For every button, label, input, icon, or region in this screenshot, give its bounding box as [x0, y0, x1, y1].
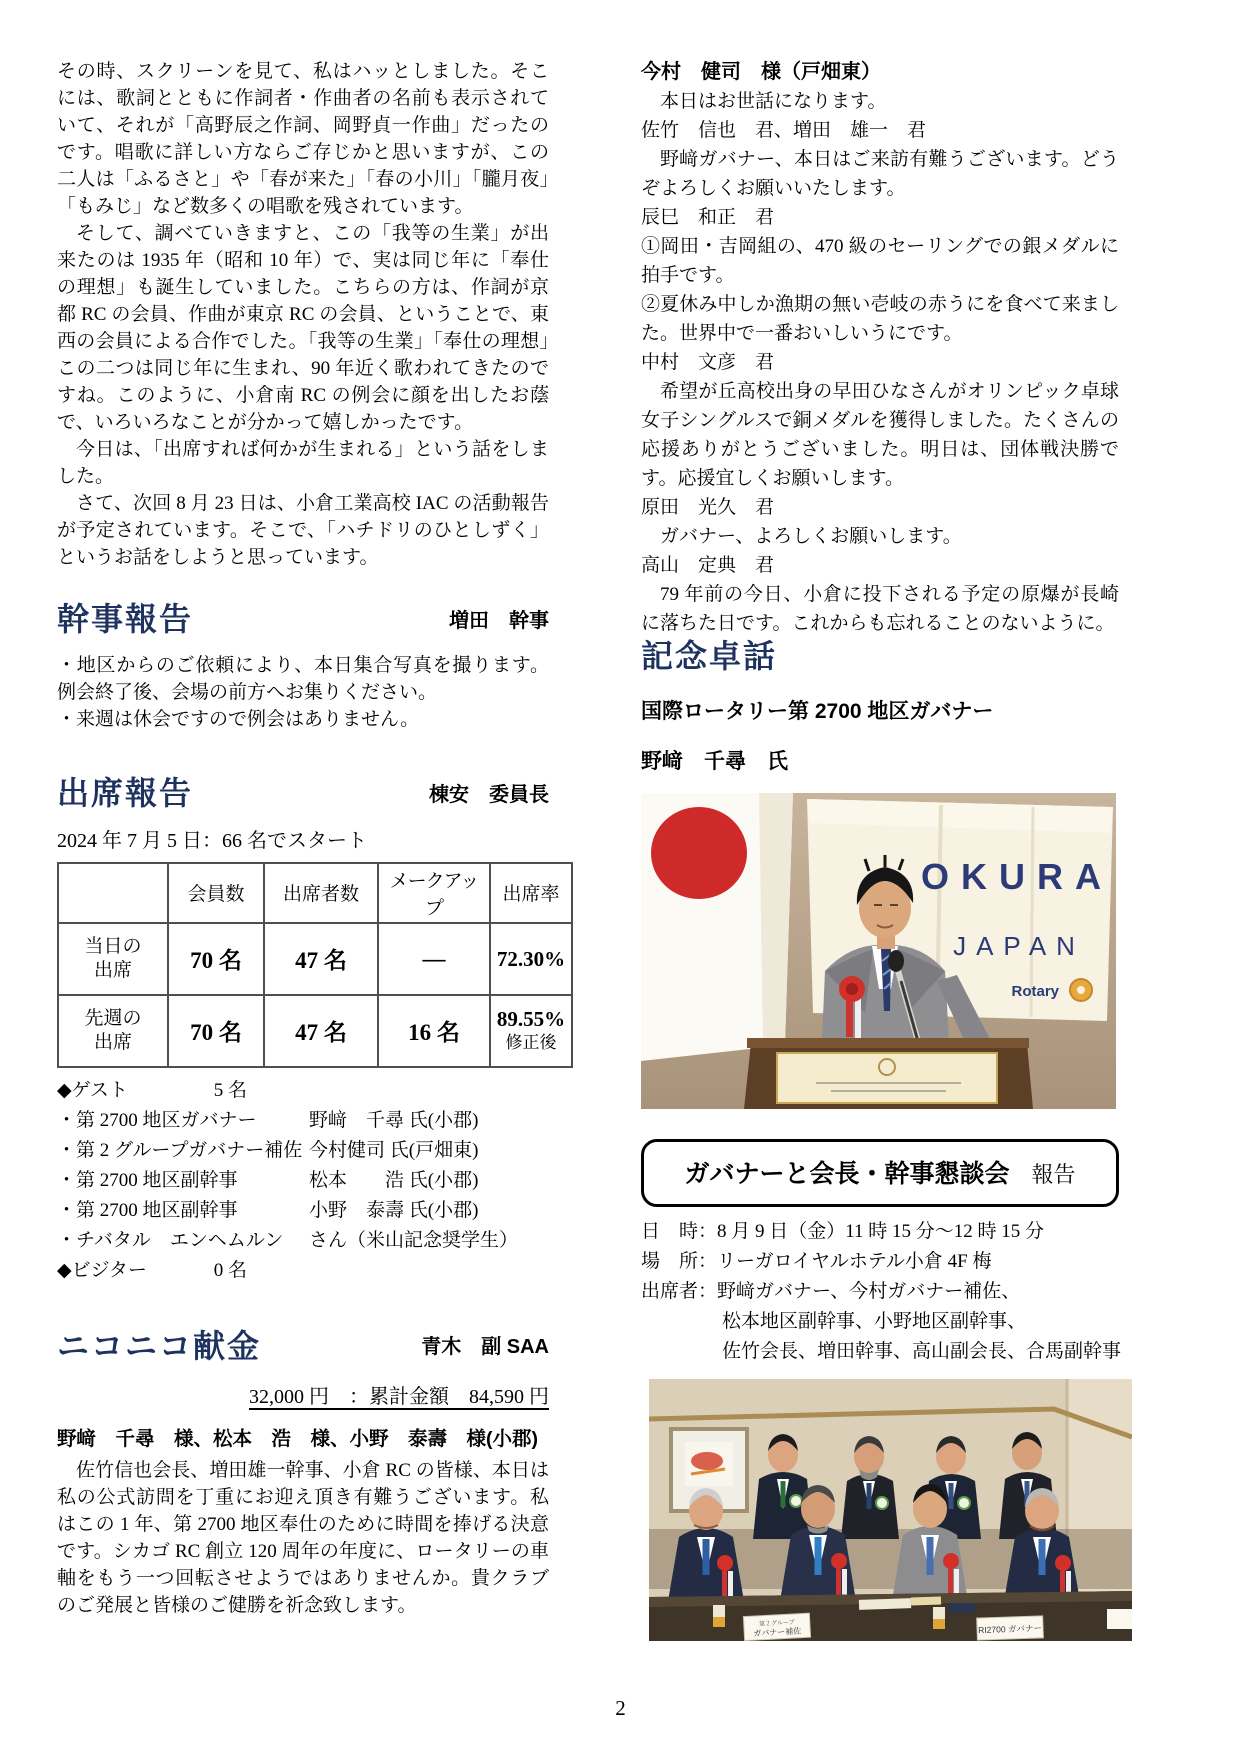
meeting-details	[641, 1217, 1122, 1367]
attendance-table	[57, 862, 573, 1068]
attendance-rate	[490, 995, 572, 1067]
meeting-attendees-line2: 松本地区副幹事、小野地区副幹事、	[722, 1310, 1027, 1332]
visitor-count-line	[57, 1256, 549, 1286]
right-column	[641, 58, 1122, 1641]
donor-entry-message: ①岡田・吉岡組の、470 級のセーリングでの銀メダルに拍手です。	[641, 236, 1119, 286]
rate-value: 89.55%	[496, 1006, 566, 1031]
makeup-count: ―	[378, 923, 490, 995]
attendees-count: 47 名	[264, 923, 378, 995]
guest-name: 松本 浩 氏(小郡)	[309, 1169, 479, 1191]
secretary-report-byline: 増田 幹事	[449, 609, 549, 632]
guest-name: 小野 泰壽 氏(小郡)	[309, 1199, 479, 1221]
meeting-table	[649, 1591, 1132, 1641]
guest-item	[57, 1106, 549, 1136]
guest-count-line	[57, 1076, 549, 1106]
guest-label: ◆ゲスト	[57, 1079, 128, 1101]
row-label-line1: 先週の	[84, 1007, 142, 1029]
speech-paragraph: 今日は、「出席すれば何かが生まれる」という話をしました。	[57, 439, 549, 487]
podium	[744, 1038, 1033, 1109]
svg-text:第２グループ: 第２グループ	[758, 1619, 795, 1628]
report-item: ・来週は休会ですので例会はありません。	[57, 708, 420, 730]
secretary-report-header	[57, 601, 549, 638]
lecture-subtitle-district: 国際ロータリー第 2700 地区ガバナー	[641, 699, 994, 723]
governor-message: 佐竹信也会長、増田雄一幹事、小倉 RC の皆様、本日は私の公式訪問を丁重にお迎え頂き有難うございます。私はこの 1 年、第 2700 地区奉仕のために時間を捧げる決意です。シカゴ RC 創立 120 周年の年度に、ロータリーの車軸をもう一つ回転させようではありませんか。貴クラブのご発展と皆様のご健勝を祈念致します。	[57, 1460, 549, 1617]
donor-names-line: 野﨑 千尋 様、松本 浩 様、小野 泰壽 様(小郡)	[57, 1428, 538, 1451]
meeting-report-box	[641, 1139, 1119, 1207]
guest-title: ・チバタル エンヘムルン	[57, 1229, 284, 1251]
donor-entry-message: 野﨑ガバナー、本日はご来訪有難うございます。どうぞよろしくお願いいたします。	[641, 149, 1119, 199]
meeting-attendees-line3: 佐竹会長、増田幹事、高山副会長、合馬副幹事	[722, 1340, 1122, 1362]
report-item: ・地区からのご依頼により、本日集合写真を撮ります。例会終了後、会場の前方へお集りください。	[57, 654, 549, 703]
header-cell-empty	[58, 863, 168, 923]
row-label-line2: 出席	[93, 1031, 132, 1053]
attendance-row-today	[58, 923, 572, 995]
row-label-line2: 出席	[93, 959, 132, 981]
visitor-count: 0 名	[213, 1259, 248, 1281]
guest-item	[57, 1166, 549, 1196]
donation-amount: 32,000 円 ：累計金額 84,590 円	[249, 1386, 549, 1409]
donor-entry-name: 高山 定典 君	[641, 555, 775, 576]
guest-title: ・第 2 グループガバナー補佐	[57, 1139, 303, 1161]
header-cell-makeup: メークアップ	[378, 863, 490, 923]
photo-governor-speech	[641, 793, 1116, 1109]
donor-entry-name: 佐竹 信也 君、増田 雄一 君	[641, 120, 927, 141]
meeting-datetime: 日 時：8 月 9 日（金）11 時 15 分～12 時 15 分	[641, 1220, 1045, 1242]
niconico-title: ニコニコ献金	[57, 1327, 262, 1364]
name-plate-governor	[977, 1616, 1044, 1640]
attendance-rate: 72.30%	[490, 923, 572, 995]
donor-entry-name: 今村 健司 様（戸畑東）	[641, 61, 881, 83]
header-cell-attendees: 出席者数	[264, 863, 378, 923]
svg-text:ガバナー補佐: ガバナー補佐	[753, 1626, 802, 1638]
guest-count: 5 名	[213, 1079, 248, 1101]
meeting-attendees-line1: 出席者：野﨑ガバナー、今村ガバナー補佐、	[641, 1280, 1021, 1302]
speech-paragraph: さて、次回 8 月 23 日は、小倉工業高校 IAC の活動報告が予定されています。そこで、「ハチドリのひとしずく」というお話をしようと思っています。	[57, 493, 549, 568]
speech-paragraph: その時、スクリーンを見て、私はハッとしました。そこには、歌詞とともに作詞者・作曲者の名前も表示されていて、それが「高野辰之作詞、岡野貞一作曲」だったのです。唱歌に詳しい方ならご存じかと思いますが、この二人は「ふるさと」や「春が来た」「春の小川」「朧月夜」「もみじ」など数多くの唱歌を残されています。	[57, 61, 549, 217]
row-label-line1: 当日の	[84, 935, 142, 957]
name-plate-partial	[1107, 1609, 1132, 1629]
attendance-row-lastweek	[58, 995, 572, 1067]
rotary-wheel-icon	[1070, 979, 1092, 1001]
row-label	[58, 995, 168, 1067]
attendance-report-byline: 棟安 委員長	[429, 783, 549, 806]
japan-flag	[641, 793, 793, 1061]
rotary-wordmark: Rotary	[1011, 982, 1059, 1000]
banner-text-japan: JAPAN	[953, 930, 1085, 961]
header-cell-members: 会員数	[168, 863, 264, 923]
banner-text-okura: OKURA	[921, 855, 1113, 897]
page-number: 2	[615, 1696, 626, 1720]
donor-entry-message: 79 年前の今日、小倉に投下される予定の原爆が長崎に落ちた日です。これからも忘れることのないように。	[641, 584, 1119, 634]
guest-name: 野﨑 千尋 氏(小郡)	[309, 1109, 479, 1131]
guest-title: ・第 2700 地区ガバナー	[57, 1109, 257, 1131]
donor-entry-name: 中村 文彦 君	[641, 352, 775, 373]
attendance-start-line: 2024 年 7 月 5 日：66 名でスタート	[57, 829, 367, 852]
makeup-count: 16 名	[378, 995, 490, 1067]
left-column	[57, 58, 566, 1641]
guest-title: ・第 2700 地区副幹事	[57, 1199, 238, 1221]
guest-list	[57, 1076, 549, 1286]
svg-text:RI2700 ガバナー: RI2700 ガバナー	[978, 1622, 1043, 1635]
guest-item	[57, 1226, 549, 1256]
meeting-box-suffix: 報告	[1009, 1161, 1076, 1187]
members-count: 70 名	[168, 995, 264, 1067]
guest-title: ・第 2700 地区副幹事	[57, 1169, 238, 1191]
glass	[713, 1605, 725, 1627]
meeting-box-title: ガバナーと会長・幹事懇談会	[684, 1160, 1010, 1188]
meeting-place: 場 所：リーガロイヤルホテル小倉 4F 梅	[641, 1250, 992, 1272]
donor-entry-message: 本日はお世話になります。	[660, 91, 887, 112]
guest-item	[57, 1196, 549, 1226]
niconico-header	[57, 1328, 549, 1365]
niconico-byline: 青木 副 SAA	[421, 1336, 549, 1359]
row-label	[58, 923, 168, 995]
lecture-subtitle-speaker: 野﨑 千尋 氏	[641, 749, 788, 773]
lecture-title: 記念卓話	[641, 638, 778, 674]
attendance-report-title: 出席報告	[57, 774, 194, 811]
photo-group-meeting	[649, 1379, 1132, 1641]
attendance-table-header-row	[58, 863, 572, 923]
visitor-label: ◆ビジター	[57, 1259, 147, 1281]
attendance-report-header	[57, 775, 549, 812]
secretary-report-title: 幹事報告	[57, 601, 194, 637]
speech-paragraph: そして、調べていきますと、この「我等の生業」が出来たのは 1935 年（昭和 10 年）で、実は同じ年に「奉仕の理想」も誕生していました。こちらの方は、作詞が京都 RC の会員、作曲が東京 RC の会員、ということで、東西の会員による合作でした。「我等の生業」「奉仕の理想」この二つは同じ年に生まれ、90 年近く歌われてきたのですね。このように、小倉南 RC の例会に顔を出したお蔭で、いろいろなことが分かって嬉しかったです。	[57, 223, 549, 433]
donor-entry-name: 辰巳 和正 君	[641, 207, 775, 228]
attendees-count: 47 名	[264, 995, 378, 1067]
guest-name: さん（米山記念奨学生）	[309, 1229, 519, 1251]
donor-entry-name: 原田 光久 君	[641, 497, 775, 518]
donation-amount-line	[57, 1380, 549, 1409]
members-count: 70 名	[168, 923, 264, 995]
donor-entry-message: ②夏休み中しか漁期の無い壱岐の赤うにを食べて来ました。世界中で一番おいしいうにです。	[641, 294, 1119, 344]
name-plate-governor-assistant	[743, 1613, 810, 1640]
header-cell-rate: 出席率	[490, 863, 572, 923]
guest-item	[57, 1136, 549, 1166]
rate-note: 修正後	[505, 1032, 557, 1052]
guest-name: 今村健司 氏(戸畑東)	[309, 1139, 479, 1161]
secretary-report-items	[57, 652, 549, 733]
glass	[933, 1607, 945, 1629]
donor-entry-message: 希望が丘高校出身の早田ひなさんがオリンピック卓球女子シングルスで銅メダルを獲得しました。たくさんの応援ありがとうございました。明日は、団体戦決勝です。応援宜しくお願いします。	[641, 381, 1119, 489]
donor-entry-message: ガバナー、よろしくお願いします。	[660, 526, 962, 547]
